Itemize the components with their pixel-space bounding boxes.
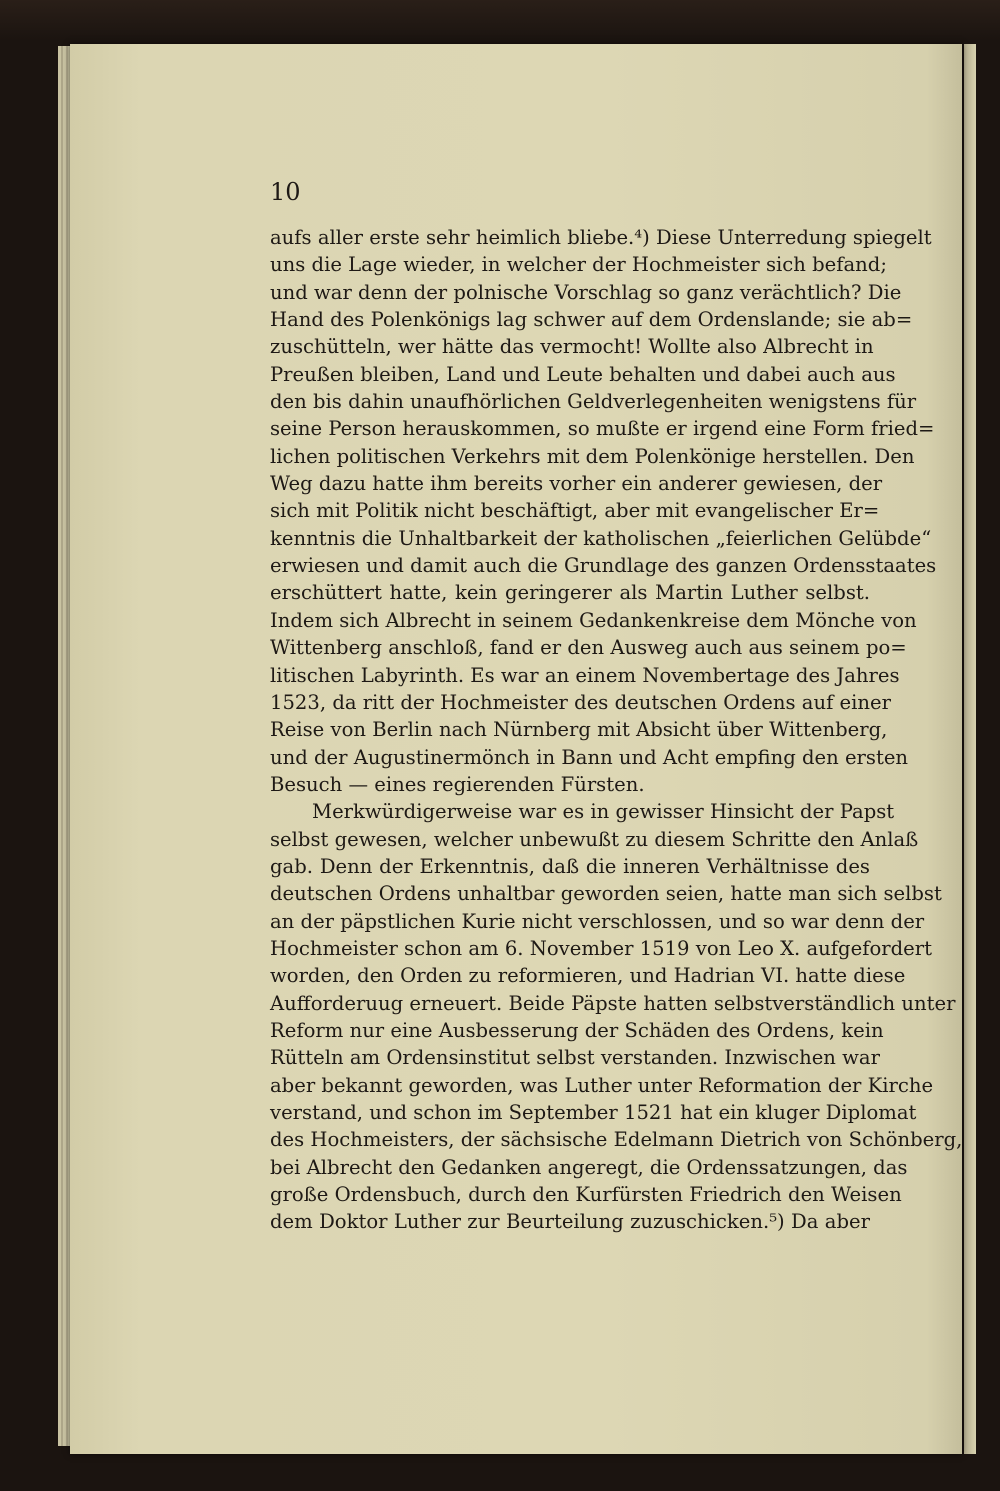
- text-line: Reform nur eine Ausbesserung der Schäden des Ordens, kein: [270, 1018, 884, 1042]
- text-line: Wittenberg anschloß, fand er den Ausweg auch aus seinem po=: [270, 636, 907, 660]
- text-line: worden, den Orden zu reformieren, und Hadrian VI. hatte diese: [270, 964, 906, 988]
- text-line: Weg dazu hatte ihm bereits vorher ein anderer gewiesen, der: [270, 472, 883, 496]
- text-line: sich mit Politik nicht beschäftigt, aber mit evangelischer Er=: [270, 499, 880, 523]
- text-line: bei Albrecht den Gedanken angeregt, die Ordenssatzungen, das: [270, 1155, 908, 1179]
- text-line: selbst gewesen, welcher unbewußt zu diesem Schritte den Anlaß: [270, 827, 919, 851]
- body-text: [270, 224, 963, 1236]
- text-line: zuschütteln, wer hätte das vermocht! Wollte also Albrecht in: [270, 335, 874, 359]
- text-line: des Hochmeisters, der sächsische Edelmann Dietrich von Schönberg,: [270, 1128, 963, 1152]
- text-line: an der päpstlichen Kurie nicht verschlossen, und so war denn der: [270, 909, 925, 933]
- text-line: dem Doktor Luther zur Beurteilung zuzuschicken.⁵) Da aber: [270, 1210, 870, 1234]
- text-line: erschüttert hatte, kein geringerer als Martin Luther selbst.: [270, 581, 870, 605]
- text-line: seine Person herauskommen, so mußte er irgend eine Form fried=: [270, 417, 935, 441]
- text-line: deutschen Ordens unhaltbar geworden seien, hatte man sich selbst: [270, 882, 942, 906]
- text-line: Indem sich Albrecht in seinem Gedankenkreise dem Mönche von: [270, 608, 917, 632]
- text-line: lichen politischen Verkehrs mit dem Polenkönige herstellen. Den: [270, 444, 915, 468]
- text-line: kenntnis die Unhaltbarkeit der katholischen „feierlichen Gelübde“: [270, 526, 932, 550]
- text-line: 1523, da ritt der Hochmeister des deutschen Ordens auf einer: [270, 690, 891, 714]
- text-line: und war denn der polnische Vorschlag so ganz verächtlich? Die: [270, 280, 902, 304]
- book-binding: [0, 0, 1000, 40]
- text-line: den bis dahin unaufhörlichen Geldverlegenheiten wenigstens für: [270, 390, 917, 414]
- text-line: verstand, und schon im September 1521 hat ein kluger Diplomat: [270, 1101, 917, 1124]
- paragraph-1: [270, 224, 937, 798]
- text-line: Hochmeister schon am 6. November 1519 von Leo X. aufgefordert: [270, 936, 932, 960]
- text-line: Aufforderuug erneuert. Beide Päpste hatten selbstverständlich unter: [270, 991, 956, 1015]
- text-line: Preußen bleiben, Land und Leute behalten und dabei auch aus: [270, 362, 896, 386]
- text-line: Besuch — eines regierenden Fürsten.: [270, 772, 645, 796]
- text-line: Merkwürdigerweise war es in gewisser Hinsicht der Papst: [312, 800, 895, 824]
- text-line: litischen Labyrinth. Es war an einem Novembertage des Jahres: [270, 663, 900, 687]
- text-line: Rütteln am Ordensinstitut selbst verstanden. Inzwischen war: [270, 1046, 880, 1070]
- text-line: große Ordensbuch, durch den Kurfürsten Friedrich den Weisen: [270, 1183, 902, 1207]
- text-line: Reise von Berlin nach Nürnberg mit Absicht über Wittenberg,: [270, 718, 888, 742]
- text-line: gab. Denn der Erkenntnis, daß die inneren Verhältnisse des: [270, 854, 870, 878]
- page-number: 10: [270, 178, 301, 206]
- text-line: aber bekannt geworden, was Luther unter Reformation der Kirche: [270, 1073, 934, 1097]
- text-line: erwiesen und damit auch die Grundlage des ganzen Ordensstaates: [270, 554, 937, 578]
- paragraph-2: [270, 798, 963, 1236]
- text-line: uns die Lage wieder, in welcher der Hochmeister sich befand;: [270, 253, 887, 277]
- text-line: aufs aller erste sehr heimlich bliebe.⁴) Diese Unterredung spiegelt: [270, 226, 932, 249]
- facing-page-edge: [964, 44, 976, 1454]
- text-line: Hand des Polenkönigs lag schwer auf dem Ordenslande; sie ab=: [270, 308, 913, 332]
- text-line: und der Augustinermönch in Bann und Acht empfing den ersten: [270, 745, 909, 769]
